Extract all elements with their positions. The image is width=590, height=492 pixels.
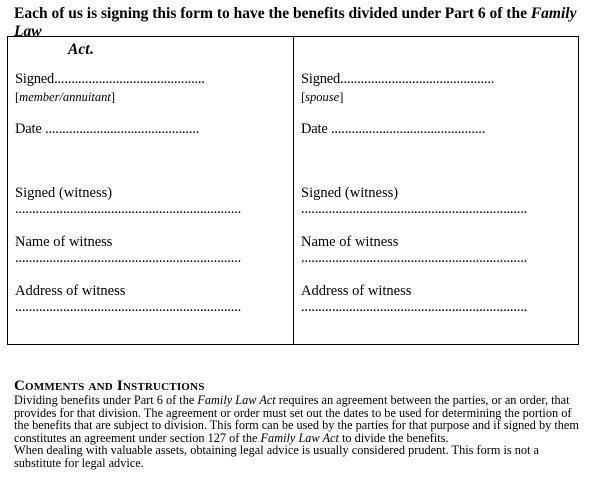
heading-act-name-part1: Family Law	[14, 5, 577, 40]
member-witness-name-line[interactable]: ..................................................................	[15, 250, 242, 266]
spouse-witness-name-line[interactable]: ..................................................................	[301, 250, 528, 266]
spouse-signature-line[interactable]: Signed.............................................	[301, 71, 495, 87]
spouse-witness-address-line[interactable]: ..................................................................	[301, 299, 528, 315]
spouse-role-label: [spouse]	[301, 90, 344, 104]
act-reference: Family Law Act	[260, 430, 339, 445]
heading-text: Each of us is signing this form to have the benefits divided under Part 6 of the	[14, 5, 527, 22]
spouse-witness-signature-line[interactable]: ..................................................................	[301, 201, 528, 217]
comments-body	[14, 394, 584, 470]
spouse-witness-name-label: Name of witness	[301, 234, 399, 250]
comments-heading: Comments and Instructions	[14, 378, 205, 394]
act-reference: Family Law Act	[197, 393, 276, 407]
signature-table	[7, 36, 579, 345]
spouse-role-text: spouse	[305, 90, 340, 104]
member-witness-address-label: Address of witness	[15, 283, 126, 299]
comments-paragraph-1	[14, 394, 584, 444]
spouse-witness-address-label: Address of witness	[301, 283, 412, 299]
comments-text: Dividing benefits under Part 6 of the	[14, 393, 198, 407]
member-role-text: member/annuitant	[19, 90, 111, 104]
comments-text: requires an agreement between the parties, or an order, that provides for that division. The agreement or order must set out the dates to be used for determining the portion of the benefits that are subject to division. This form can be used by the parties for that purpose and if signed by them constitutes an agreement under section 127 of the	[14, 393, 579, 445]
spouse-witness-signed-label: Signed (witness)	[301, 185, 399, 201]
member-witness-signed-label: Signed (witness)	[15, 185, 113, 201]
spouse-date-line[interactable]: Date .............................................	[301, 121, 486, 137]
member-witness-signature-line[interactable]: ..................................................................	[15, 201, 242, 217]
member-signature-line[interactable]: Signed............................................	[15, 71, 205, 87]
heading-period: .	[89, 41, 94, 58]
member-signature-column	[8, 37, 294, 344]
comments-text: to divide the benefits.	[338, 430, 449, 445]
heading-act-name-part2: Act	[68, 41, 90, 58]
member-witness-name-label: Name of witness	[15, 234, 113, 250]
comments-paragraph-2: When dealing with valuable assets, obtaining legal advice is usually considered prudent. This form is not a substitute for legal advice.	[14, 443, 539, 470]
spouse-signature-column	[294, 37, 578, 344]
member-witness-address-line[interactable]: ..................................................................	[15, 299, 242, 315]
member-role-label: [member/annuitant]	[15, 90, 116, 104]
member-date-line[interactable]: Date .............................................	[15, 121, 200, 137]
